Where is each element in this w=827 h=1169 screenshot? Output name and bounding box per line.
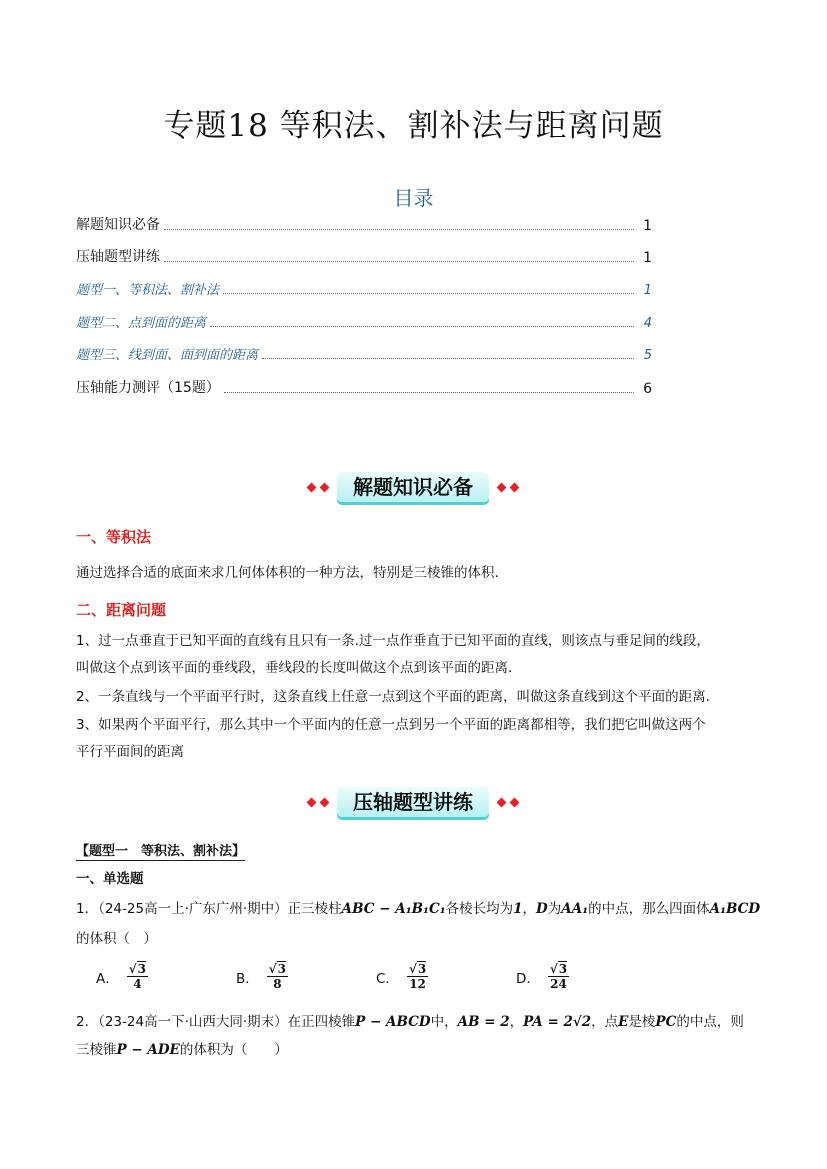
toc-item-page: 1: [643, 218, 652, 234]
paragraph: 叫做这个点到该平面的垂线段，垂线段的长度叫做这个点到该平面的距离.: [76, 660, 513, 676]
toc-item[interactable]: [76, 344, 652, 363]
paragraph: 通过选择合适的底面来求几何体体积的一种方法，特别是三棱锥的体积.: [76, 565, 499, 581]
toc-item[interactable]: [76, 377, 652, 397]
toc-item-label: 题型二、点到面的距离: [76, 316, 207, 331]
toc-item-page: 4: [643, 316, 652, 331]
question-1: 1．（24-25高一上·广东广州·期中）正三棱柱ABC − A₁B₁C₁各棱长均为1，D为AA₁的中点，那么四面体A₁BCD: [76, 901, 761, 917]
answer-options: [96, 962, 656, 991]
banner-label: 解题知识必备: [337, 472, 489, 502]
section-heading: 二、距离问题: [76, 601, 167, 619]
paragraph: 平行平面间的距离: [76, 744, 184, 760]
toc-item-label: 题型一、等积法、割补法: [76, 283, 220, 298]
banner-label: 压轴题型讲练: [337, 787, 489, 817]
toc-item-page: 6: [643, 381, 652, 397]
option-c[interactable]: C． $\frac{√3}{12}$: [376, 962, 427, 991]
paragraph: 2、一条直线与一个平面平行时，这条直线上任意一点到这个平面的距离，叫做这条直线到这个平面的距离.: [76, 689, 710, 705]
option-a[interactable]: A． $\frac{√3}{4}$: [96, 962, 146, 991]
toc-item-page: 5: [643, 348, 652, 363]
option-d[interactable]: D． $\frac{√3}{24}$: [516, 962, 568, 991]
diamond-icon: [305, 484, 331, 491]
toc-item-page: 1: [643, 250, 652, 266]
question-2-line2: 三棱锥P − ADE的体积为（ ）: [76, 1042, 288, 1058]
question-1-line2: 的体积（ ）: [76, 931, 157, 947]
question-type-tag: 【题型一 等积法、割补法】: [76, 840, 245, 861]
question-2: 2．（23-24高一下·山西大同·期末）在正四棱锥P − ABCD中，AB = 2，PA = 2√2，点E是棱PC的中点，则: [76, 1014, 744, 1030]
toc-item-label: 解题知识必备: [76, 217, 160, 233]
diamond-icon: [305, 799, 331, 806]
diamond-icon: [495, 799, 521, 806]
diamond-icon: [495, 484, 521, 491]
subsection-heading: 一、单选题: [76, 871, 144, 887]
toc-item[interactable]: [76, 279, 652, 298]
toc-item-label: 压轴能力测评（15题）: [76, 380, 220, 396]
toc-item[interactable]: [76, 246, 652, 266]
toc-item-label: 题型三、线到面、面到面的距离: [76, 348, 259, 363]
section-banner: [288, 785, 538, 819]
toc-item[interactable]: [76, 312, 652, 331]
toc-item[interactable]: [76, 214, 652, 234]
toc-heading: 目录: [393, 186, 434, 210]
page-title: 专题18 等积法、割补法与距离问题: [163, 108, 664, 144]
toc-item-page: 1: [643, 283, 652, 298]
paragraph: 3、如果两个平面平行，那么其中一个平面内的任意一点到另一个平面的距离都相等，我们把它叫做这两个: [76, 717, 706, 733]
toc-item-label: 压轴题型讲练: [76, 249, 160, 265]
option-b[interactable]: B． $\frac{√3}{8}$: [236, 962, 287, 991]
section-banner: [288, 470, 538, 504]
section-heading: 一、等积法: [76, 528, 152, 546]
paragraph: 1、过一点垂直于已知平面的直线有且只有一条.过一点作垂直于已知平面的直线，则该点与垂足间的线段，: [76, 633, 710, 649]
